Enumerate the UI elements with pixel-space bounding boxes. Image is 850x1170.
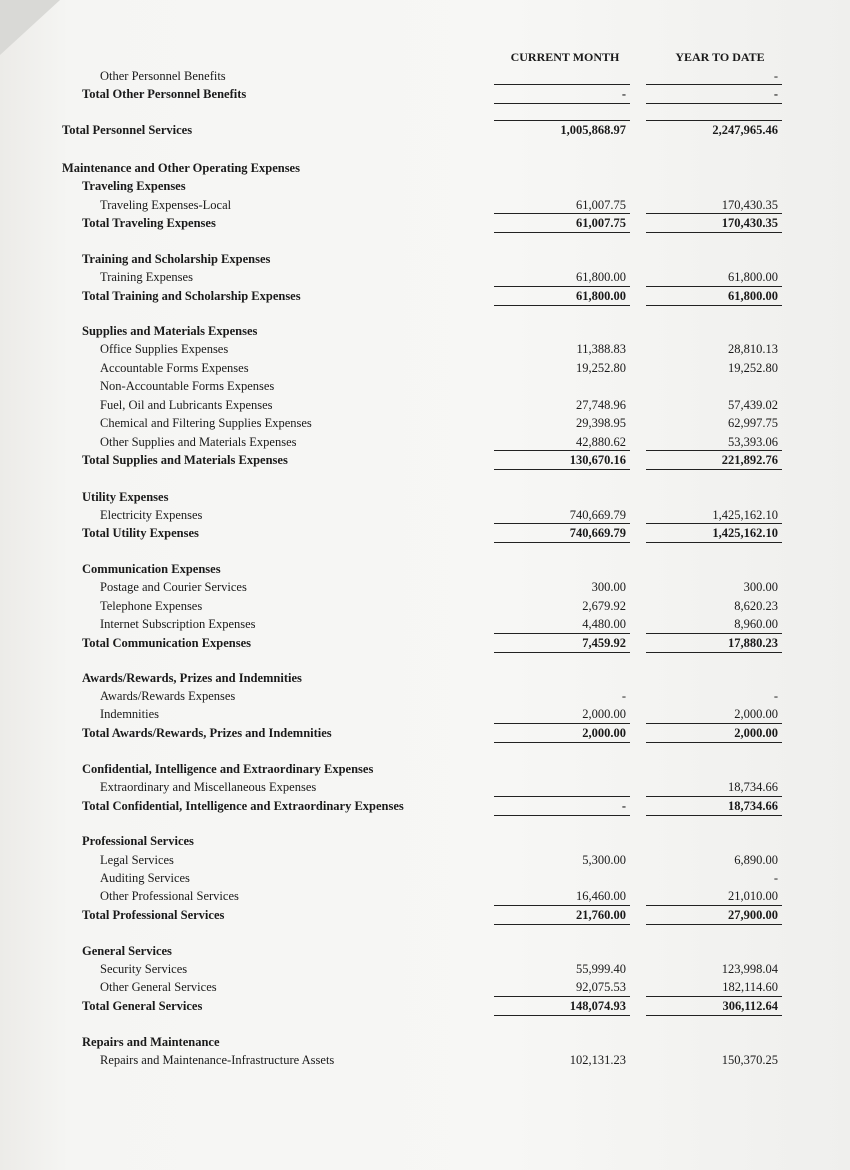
year-to-date-value: - xyxy=(773,689,778,703)
year-to-date-value: 2,000.00 xyxy=(734,707,778,721)
current-month-value: 61,007.75 xyxy=(576,216,626,230)
year-to-date-value: 17,880.23 xyxy=(728,636,778,650)
table-row xyxy=(0,196,850,214)
current-month-value: 29,398.95 xyxy=(576,416,626,430)
table-row xyxy=(0,869,850,887)
underline-rule xyxy=(646,286,782,287)
table-row xyxy=(0,506,850,524)
underline-rule xyxy=(494,723,630,724)
row-label: Accountable Forms Expenses xyxy=(100,361,249,375)
underline-rule xyxy=(646,232,782,233)
table-row xyxy=(0,906,850,924)
row-label: Total Professional Services xyxy=(82,908,225,922)
table-row xyxy=(0,67,850,85)
year-to-date-value: 306,112.64 xyxy=(722,999,778,1013)
current-month-value: 2,000.00 xyxy=(582,726,626,740)
current-month-value: 61,800.00 xyxy=(576,270,626,284)
underline-rule xyxy=(646,905,782,906)
underline-rule xyxy=(494,120,630,121)
current-month-value: 2,000.00 xyxy=(582,707,626,721)
row-label: Internet Subscription Expenses xyxy=(100,617,256,631)
table-row xyxy=(0,797,850,815)
current-month-value: 4,480.00 xyxy=(582,617,626,631)
underline-rule xyxy=(494,742,630,743)
year-to-date-value: 53,393.06 xyxy=(728,435,778,449)
current-month-value: 27,748.96 xyxy=(576,398,626,412)
year-to-date-value: 28,810.13 xyxy=(728,342,778,356)
table-row xyxy=(0,159,850,177)
underline-rule xyxy=(646,84,782,85)
year-to-date-value: 57,439.02 xyxy=(728,398,778,412)
year-to-date-value: 1,425,162.10 xyxy=(712,508,778,522)
table-row xyxy=(0,669,850,687)
year-to-date-value: 19,252.80 xyxy=(728,361,778,375)
year-to-date-value: 27,900.00 xyxy=(728,908,778,922)
table-row xyxy=(0,214,850,232)
row-label: Indemnities xyxy=(100,707,160,721)
year-to-date-value: 123,998.04 xyxy=(721,962,778,976)
underline-rule xyxy=(646,103,782,104)
row-label: Utility Expenses xyxy=(82,490,169,504)
table-row xyxy=(0,634,850,652)
row-label: Total Traveling Expenses xyxy=(82,216,216,230)
row-label: Awards/Rewards, Prizes and Indemnities xyxy=(82,671,302,685)
table-row xyxy=(0,268,850,286)
table-row xyxy=(0,687,850,705)
row-label: Non-Accountable Forms Expenses xyxy=(100,379,275,393)
year-to-date-value: 8,960.00 xyxy=(734,617,778,631)
year-to-date-value: 18,734.66 xyxy=(728,780,778,794)
underline-rule xyxy=(646,924,782,925)
table-row xyxy=(0,1051,850,1069)
row-label: Extraordinary and Miscellaneous Expenses xyxy=(100,780,317,794)
current-month-value: 16,460.00 xyxy=(576,889,626,903)
row-label: Total General Services xyxy=(82,999,203,1013)
table-row xyxy=(0,177,850,195)
current-month-value: 740,669.79 xyxy=(569,526,626,540)
underline-rule xyxy=(494,815,630,816)
year-to-date-value: 2,247,965.46 xyxy=(712,123,778,137)
row-label: Total Confidential, Intelligence and Extraordinary Expenses xyxy=(82,799,404,813)
underline-rule xyxy=(494,305,630,306)
current-month-value: 300.00 xyxy=(591,580,626,594)
year-to-date-value: 221,892.76 xyxy=(721,453,778,467)
current-month-value: - xyxy=(621,799,626,813)
table-row xyxy=(0,340,850,358)
underline-rule xyxy=(646,996,782,997)
table-row xyxy=(0,942,850,960)
underline-rule xyxy=(646,723,782,724)
underline-rule xyxy=(494,1015,630,1016)
current-month-value: 61,007.75 xyxy=(576,198,626,212)
underline-rule xyxy=(494,84,630,85)
row-label: Auditing Services xyxy=(100,871,190,885)
row-label: Other Personnel Benefits xyxy=(100,69,226,83)
table-row xyxy=(0,433,850,451)
underline-rule xyxy=(646,213,782,214)
table-row xyxy=(0,851,850,869)
row-label: Supplies and Materials Expenses xyxy=(82,324,258,338)
year-to-date-value: 170,430.35 xyxy=(721,198,778,212)
table-row xyxy=(0,1033,850,1051)
underline-rule xyxy=(646,742,782,743)
row-label: Total Awards/Rewards, Prizes and Indemnities xyxy=(82,726,332,740)
row-label: Repairs and Maintenance-Infrastructure Assets xyxy=(100,1053,335,1067)
row-label: Confidential, Intelligence and Extraordinary Expenses xyxy=(82,762,374,776)
underline-rule xyxy=(646,305,782,306)
row-label: Other Professional Services xyxy=(100,889,239,903)
row-label: Office Supplies Expenses xyxy=(100,342,229,356)
row-label: Total Other Personnel Benefits xyxy=(82,87,247,101)
underline-rule xyxy=(494,796,630,797)
underline-rule xyxy=(646,469,782,470)
underline-rule xyxy=(646,652,782,653)
underline-rule xyxy=(646,450,782,451)
year-to-date-value: - xyxy=(773,87,778,101)
folded-corner xyxy=(0,0,60,55)
current-month-value: 2,679.92 xyxy=(582,599,626,613)
row-label: Total Communication Expenses xyxy=(82,636,252,650)
table-row xyxy=(0,832,850,850)
underline-rule xyxy=(494,652,630,653)
table-row xyxy=(0,359,850,377)
underline-rule xyxy=(494,469,630,470)
year-to-date-value: 18,734.66 xyxy=(728,799,778,813)
year-to-date-value: 2,000.00 xyxy=(734,726,778,740)
underline-rule xyxy=(494,542,630,543)
year-to-date-value: 170,430.35 xyxy=(721,216,778,230)
row-label: Professional Services xyxy=(82,834,194,848)
row-label: Communication Expenses xyxy=(82,562,221,576)
year-to-date-value: 61,800.00 xyxy=(728,289,778,303)
current-month-value: 19,252.80 xyxy=(576,361,626,375)
row-label: Traveling Expenses xyxy=(82,179,186,193)
row-label: General Services xyxy=(82,944,172,958)
table-row xyxy=(0,524,850,542)
current-month-value: 740,669.79 xyxy=(569,508,626,522)
year-to-date-value: - xyxy=(773,69,778,83)
row-label: Maintenance and Other Operating Expenses xyxy=(62,161,300,175)
table-row xyxy=(0,488,850,506)
year-to-date-value: 300.00 xyxy=(743,580,778,594)
table-row xyxy=(0,887,850,905)
table-row xyxy=(0,377,850,395)
table-row xyxy=(0,322,850,340)
table-row xyxy=(0,85,850,103)
table-row xyxy=(0,760,850,778)
underline-rule xyxy=(646,523,782,524)
table-row xyxy=(0,705,850,723)
year-to-date-value: 182,114.60 xyxy=(722,980,778,994)
row-label: Training and Scholarship Expenses xyxy=(82,252,271,266)
year-to-date-value: 1,425,162.10 xyxy=(712,526,778,540)
table-row xyxy=(0,287,850,305)
year-to-date-value: 150,370.25 xyxy=(721,1053,778,1067)
current-month-value: 55,999.40 xyxy=(576,962,626,976)
table-row xyxy=(0,560,850,578)
table-row xyxy=(0,414,850,432)
row-label: Legal Services xyxy=(100,853,174,867)
underline-rule xyxy=(646,815,782,816)
row-label: Chemical and Filtering Supplies Expenses xyxy=(100,416,312,430)
year-to-date-value: 8,620.23 xyxy=(734,599,778,613)
row-label: Total Supplies and Materials Expenses xyxy=(82,453,288,467)
row-label: Total Personnel Services xyxy=(62,123,193,137)
table-row xyxy=(0,960,850,978)
underline-rule xyxy=(494,996,630,997)
table-row xyxy=(0,615,850,633)
underline-rule xyxy=(646,542,782,543)
table-row xyxy=(0,121,850,139)
year-to-date-value: 6,890.00 xyxy=(734,853,778,867)
table-row xyxy=(0,724,850,742)
underline-rule xyxy=(494,103,630,104)
row-label: Postage and Courier Services xyxy=(100,580,247,594)
current-month-value: 102,131.23 xyxy=(569,1053,626,1067)
table-row xyxy=(0,997,850,1015)
row-label: Fuel, Oil and Lubricants Expenses xyxy=(100,398,273,412)
year-to-date-value: 61,800.00 xyxy=(728,270,778,284)
underline-rule xyxy=(494,450,630,451)
current-month-value: 11,388.83 xyxy=(576,342,626,356)
column-header-year-to-date: YEAR TO DATE xyxy=(675,50,765,64)
row-label: Repairs and Maintenance xyxy=(82,1035,220,1049)
underline-rule xyxy=(494,213,630,214)
row-label: Security Services xyxy=(100,962,188,976)
underline-rule xyxy=(494,924,630,925)
current-month-value: 21,760.00 xyxy=(576,908,626,922)
table-row xyxy=(0,978,850,996)
current-month-value: - xyxy=(621,689,626,703)
table-row xyxy=(0,250,850,268)
row-label: Traveling Expenses-Local xyxy=(100,198,232,212)
underline-rule xyxy=(646,796,782,797)
current-month-value: 1,005,868.97 xyxy=(560,123,626,137)
underline-rule xyxy=(494,633,630,634)
current-month-value: - xyxy=(621,87,626,101)
row-label: Other General Services xyxy=(100,980,217,994)
row-label: Electricity Expenses xyxy=(100,508,203,522)
year-to-date-value: 21,010.00 xyxy=(728,889,778,903)
current-month-value: 42,880.62 xyxy=(576,435,626,449)
column-header-current-month: CURRENT MONTH xyxy=(510,50,620,64)
row-label: Awards/Rewards Expenses xyxy=(100,689,236,703)
row-label: Total Training and Scholarship Expenses xyxy=(82,289,301,303)
underline-rule xyxy=(494,232,630,233)
table-row xyxy=(0,451,850,469)
underline-rule xyxy=(494,523,630,524)
underline-rule xyxy=(494,905,630,906)
underline-rule xyxy=(646,120,782,121)
underline-rule xyxy=(646,633,782,634)
current-month-value: 130,670.16 xyxy=(569,453,626,467)
current-month-value: 148,074.93 xyxy=(569,999,626,1013)
row-label: Training Expenses xyxy=(100,270,193,284)
year-to-date-value: 62,997.75 xyxy=(728,416,778,430)
row-label: Total Utility Expenses xyxy=(82,526,199,540)
underline-rule xyxy=(494,286,630,287)
current-month-value: 92,075.53 xyxy=(576,980,626,994)
current-month-value: 7,459.92 xyxy=(582,636,626,650)
table-row xyxy=(0,597,850,615)
row-label: Telephone Expenses xyxy=(100,599,203,613)
year-to-date-value: - xyxy=(773,871,778,885)
current-month-value: 61,800.00 xyxy=(576,289,626,303)
current-month-value: 5,300.00 xyxy=(582,853,626,867)
table-row xyxy=(0,578,850,596)
row-label: Other Supplies and Materials Expenses xyxy=(100,435,297,449)
underline-rule xyxy=(646,1015,782,1016)
table-row xyxy=(0,778,850,796)
table-row xyxy=(0,396,850,414)
